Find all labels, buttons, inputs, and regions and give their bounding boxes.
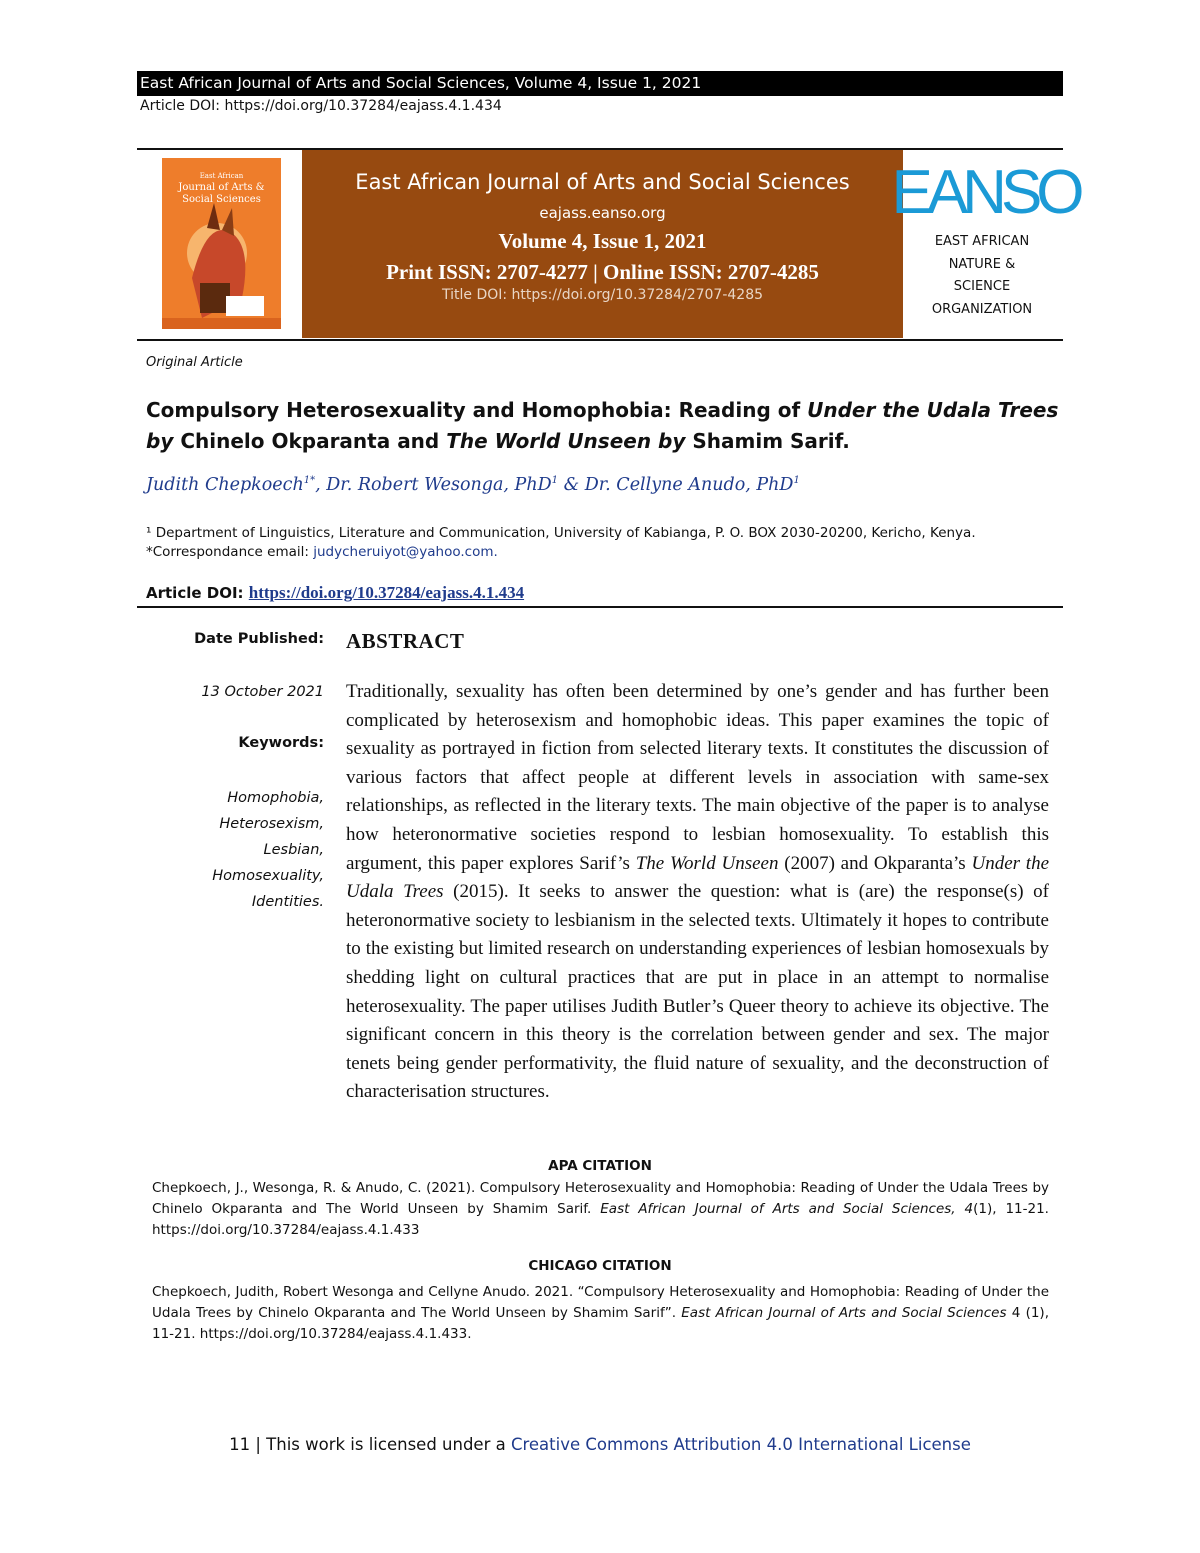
license-link[interactable]: Creative Commons Attribution 4.0 International License xyxy=(510,1435,971,1454)
date-published-value: 13 October 2021 xyxy=(201,684,324,700)
abstract-heading: ABSTRACT xyxy=(346,629,465,653)
banner-title-doi[interactable]: Title DOI: https://doi.org/10.37284/2707-4285 xyxy=(441,287,764,303)
banner-bottom-rule xyxy=(137,339,1063,341)
banner-issn: Print ISSN: 2707-4277 | Online ISSN: 2707-4285 xyxy=(386,260,819,284)
abstract-book-2: Under the Udala Trees xyxy=(346,852,1050,903)
affiliations xyxy=(146,524,976,562)
affiliation-line: ¹ Department of Linguistics, Literature and Communication, University of Kabianga, P. O. BOX 2030-20200, Kericho, Kenya. xyxy=(146,525,976,541)
article-doi-label: Article DOI: xyxy=(146,584,249,602)
author-3-sup: 1 xyxy=(793,475,800,487)
chicago-part-3: 4 (1), 11-21. https://doi.org/10.37284/eajass.4.1.433. xyxy=(152,1305,1049,1342)
abstract-part-1: Traditionally, sexuality has often been determined by one’s gender and has further been complicated by heterosexism and homophobic ideas. This paper examines the topic of sexuality as portrayed in fiction from selected literary texts. It constitutes the discussion of various factors that affect people at different levels in association with same-sex relationships, as reflected in the literary texts. The main objective of the paper is to analyse how heteronormative societies respond to lesbian homosexuality. To establish this argument, this paper explores Sarif’s xyxy=(346,681,1049,874)
date-published-label: Date Published: xyxy=(194,631,324,647)
org-line-3: SCIENCE xyxy=(953,279,1011,294)
title-part-7: Shamim Sarif. xyxy=(685,429,850,453)
correspondence-email[interactable]: judycheruiyot@yahoo.com. xyxy=(313,544,498,560)
keyword-item: Identities. xyxy=(251,894,324,910)
author-1-sup: 1* xyxy=(303,475,316,487)
chicago-citation-heading: CHICAGO CITATION xyxy=(528,1258,672,1274)
chicago-citation-text xyxy=(152,1282,1049,1345)
banner-journal-url[interactable]: eajass.eanso.org xyxy=(539,204,666,222)
page-number: 11 xyxy=(229,1435,251,1454)
author-3: & Dr. Cellyne Anudo, PhD xyxy=(558,475,794,495)
article-type: Original Article xyxy=(146,355,243,370)
keywords-label: Keywords: xyxy=(238,735,324,751)
title-book-1: Under the Udala Trees xyxy=(807,398,1059,422)
banner-journal-title: East African Journal of Arts and Social Sciences xyxy=(355,170,850,194)
apa-citation-text xyxy=(152,1178,1049,1241)
article-doi xyxy=(146,583,524,603)
title-part-4: Chinelo Okparanta and xyxy=(173,429,447,453)
running-header-journal: East African Journal of Arts and Social Sciences, Volume 4, Issue 1, 2021 xyxy=(137,71,1063,96)
apa-journal: East African Journal of Arts and Social Sciences, 4 xyxy=(600,1201,974,1217)
title-part-6: by xyxy=(651,429,686,453)
eanso-logo-text: EANSO xyxy=(891,158,1079,227)
running-header-doi: Article DOI: https://doi.org/10.37284/eajass.4.1.434 xyxy=(140,98,502,114)
title-part-3: by xyxy=(146,429,174,453)
author-1: Judith Chepkoech xyxy=(146,475,304,495)
license-text: | This work is licensed under a xyxy=(250,1435,511,1454)
journal-banner xyxy=(302,150,903,338)
correspondence-label: *Correspondance email: xyxy=(146,544,314,560)
author-list xyxy=(146,475,800,495)
journal-cover-image xyxy=(162,158,281,329)
article-doi-link[interactable]: https://doi.org/10.37284/eajass.4.1.434 xyxy=(248,583,525,602)
page-footer xyxy=(0,1435,1200,1454)
author-2: , Dr. Robert Wesonga, PhD xyxy=(315,475,552,495)
cover-illustration xyxy=(162,158,281,329)
apa-citation-heading: APA CITATION xyxy=(548,1158,652,1174)
chicago-journal: East African Journal of Arts and Social Sciences xyxy=(681,1305,1007,1321)
org-line-2: NATURE & xyxy=(948,256,1016,272)
apa-part-3: (1), 11-21. https://doi.org/10.37284/eajass.4.1.433 xyxy=(152,1201,1049,1238)
keyword-item: Heterosexism, xyxy=(219,816,324,832)
keyword-list xyxy=(212,785,324,915)
correspondence-line xyxy=(146,543,976,562)
author-2-sup: 1 xyxy=(551,475,558,487)
abstract-part-5: (2015). It seeks to answer the question: what is (are) the response(s) of heteronormative society to lesbianism in the selected texts. Ultimately it hopes to contribute to the existing but limited research on understanding experiences of lesbian homosexuals by shedding light on cultural practices that are put in place in an attempt to normalise heterosexuality. The paper utilises Judith Butler’s Queer theory to achieve its objective. The significant concern in this theory is the correlation between gender and sex. The major tenets being gender performativity, the fluid nature of sexuality, and the deconstruction of characterisation structures. xyxy=(346,881,1050,1103)
org-line-4: ORGANIZATION xyxy=(931,301,1033,317)
article-title xyxy=(146,395,1066,457)
chicago-part-1: Chepkoech, Judith, Robert Wesonga and Cellyne Anudo. 2021. “Compulsory Heterosexuality and Homophobia: Reading of Under the Udala Trees by Chinelo Okparanta and The World Unseen by Shamim Sarif”. xyxy=(152,1284,1049,1321)
keyword-item: Homosexuality, xyxy=(212,868,324,884)
title-book-2: The World Unseen xyxy=(446,429,652,453)
abstract-part-3: (2007) and Okparanta’s xyxy=(778,852,972,874)
cover-line-3: Social Sciences xyxy=(182,194,261,205)
apa-part-1: Chepkoech, J., Wesonga, R. & Anudo, C. (2021). Compulsory Heterosexuality and Homophobia: Reading of Under the Udala Trees by Chinelo Okparanta and The World Unseen by Shamim Sarif. xyxy=(152,1180,1049,1217)
keyword-item: Lesbian, xyxy=(263,842,324,858)
eanso-logo xyxy=(891,158,1079,227)
abstract-text xyxy=(346,678,1049,1107)
cover-line-1: East African xyxy=(199,172,244,180)
abstract-book-1: The World Unseen xyxy=(635,852,779,874)
org-line-1: EAST AFRICAN xyxy=(934,234,1030,249)
title-part-1: Compulsory Heterosexuality and Homophobia: Reading of xyxy=(146,398,808,422)
keyword-item: Homophobia, xyxy=(227,790,324,806)
doi-rule xyxy=(137,606,1063,608)
organization-name xyxy=(913,231,1051,321)
banner-volume: Volume 4, Issue 1, 2021 xyxy=(498,229,707,253)
cover-line-2: Journal of Arts & xyxy=(178,182,265,193)
